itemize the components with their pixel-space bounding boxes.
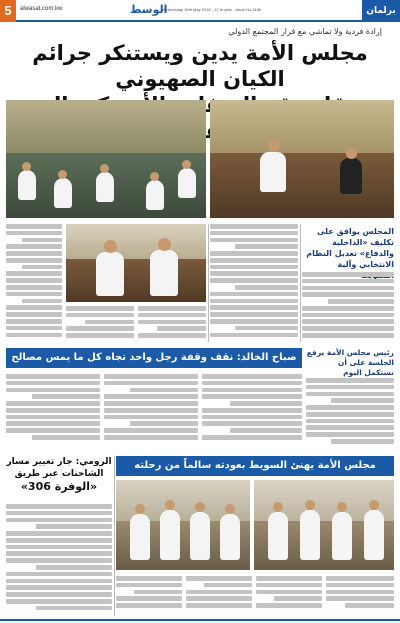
right-article-column-1 [210, 224, 298, 342]
section-label: برلمان [362, 0, 400, 22]
middle-article-column [66, 306, 134, 346]
lower-article-column-3 [202, 374, 302, 448]
column-divider [300, 224, 301, 342]
column-divider [114, 456, 115, 616]
lower-article-column-1 [6, 374, 100, 448]
left-article-column [6, 224, 62, 342]
left-subheading-line-1: الرومي: جار تغيير مسار [6, 457, 112, 467]
lower-article-column-2 [104, 374, 198, 448]
speaker-photo [210, 100, 394, 218]
column-divider [208, 224, 209, 342]
bottom-column-1 [116, 576, 182, 616]
ministers-photo [66, 224, 206, 302]
bottom-left-column [6, 504, 112, 616]
newspaper-logo: الوسط [130, 3, 168, 16]
middle-article-column-2 [138, 306, 206, 346]
bottom-column-4 [326, 576, 394, 616]
site-url[interactable]: alwasat.com.kw [20, 6, 63, 12]
greeting-photo-2 [254, 480, 394, 570]
left-subheading [6, 456, 112, 494]
lower-article-column-4 [306, 378, 394, 448]
bottom-column-3 [256, 576, 322, 616]
page-number: 5 [0, 0, 16, 22]
band-headline-2: مجلس الأمة يهنئ السويط بعودته سالماً من رحلته [116, 456, 394, 476]
right-subheading: المجلس يوافق على تكليف «الداخلية والدفاع» تعديل النظام الانتخابي وآلية [306, 227, 394, 269]
left-subheading-line-3: «الوفرة 306» [20, 480, 98, 493]
bottom-rule [0, 619, 400, 621]
left-subheading-line-2: الشاحنات عبر طريق [14, 469, 104, 479]
chamber-photo [6, 100, 206, 218]
headline-kicker: إرادة فردية ولا تماشي مع قرار المجتمع الدولي [228, 27, 382, 36]
headline-line-1: مجلس الأمة يدين ويستنكر جرائم الكيان الصهيوني [32, 41, 368, 91]
greeting-photo-1 [116, 480, 250, 570]
page-header [0, 0, 400, 22]
right-subheading-2: رئيس مجلس الأمة يرفع الجلسة على أن تستكمل اليوم [306, 348, 394, 377]
band-headline-1: صباح الخالد: نقف وقفة رجل واحد تجاه كل ما يمس مصالح [6, 348, 302, 368]
bottom-column-2 [186, 576, 252, 616]
right-article-column-2 [302, 272, 394, 342]
dateline: Wednesday 16th May 2018 - 12 th year - Issue No.3186 [162, 7, 262, 12]
